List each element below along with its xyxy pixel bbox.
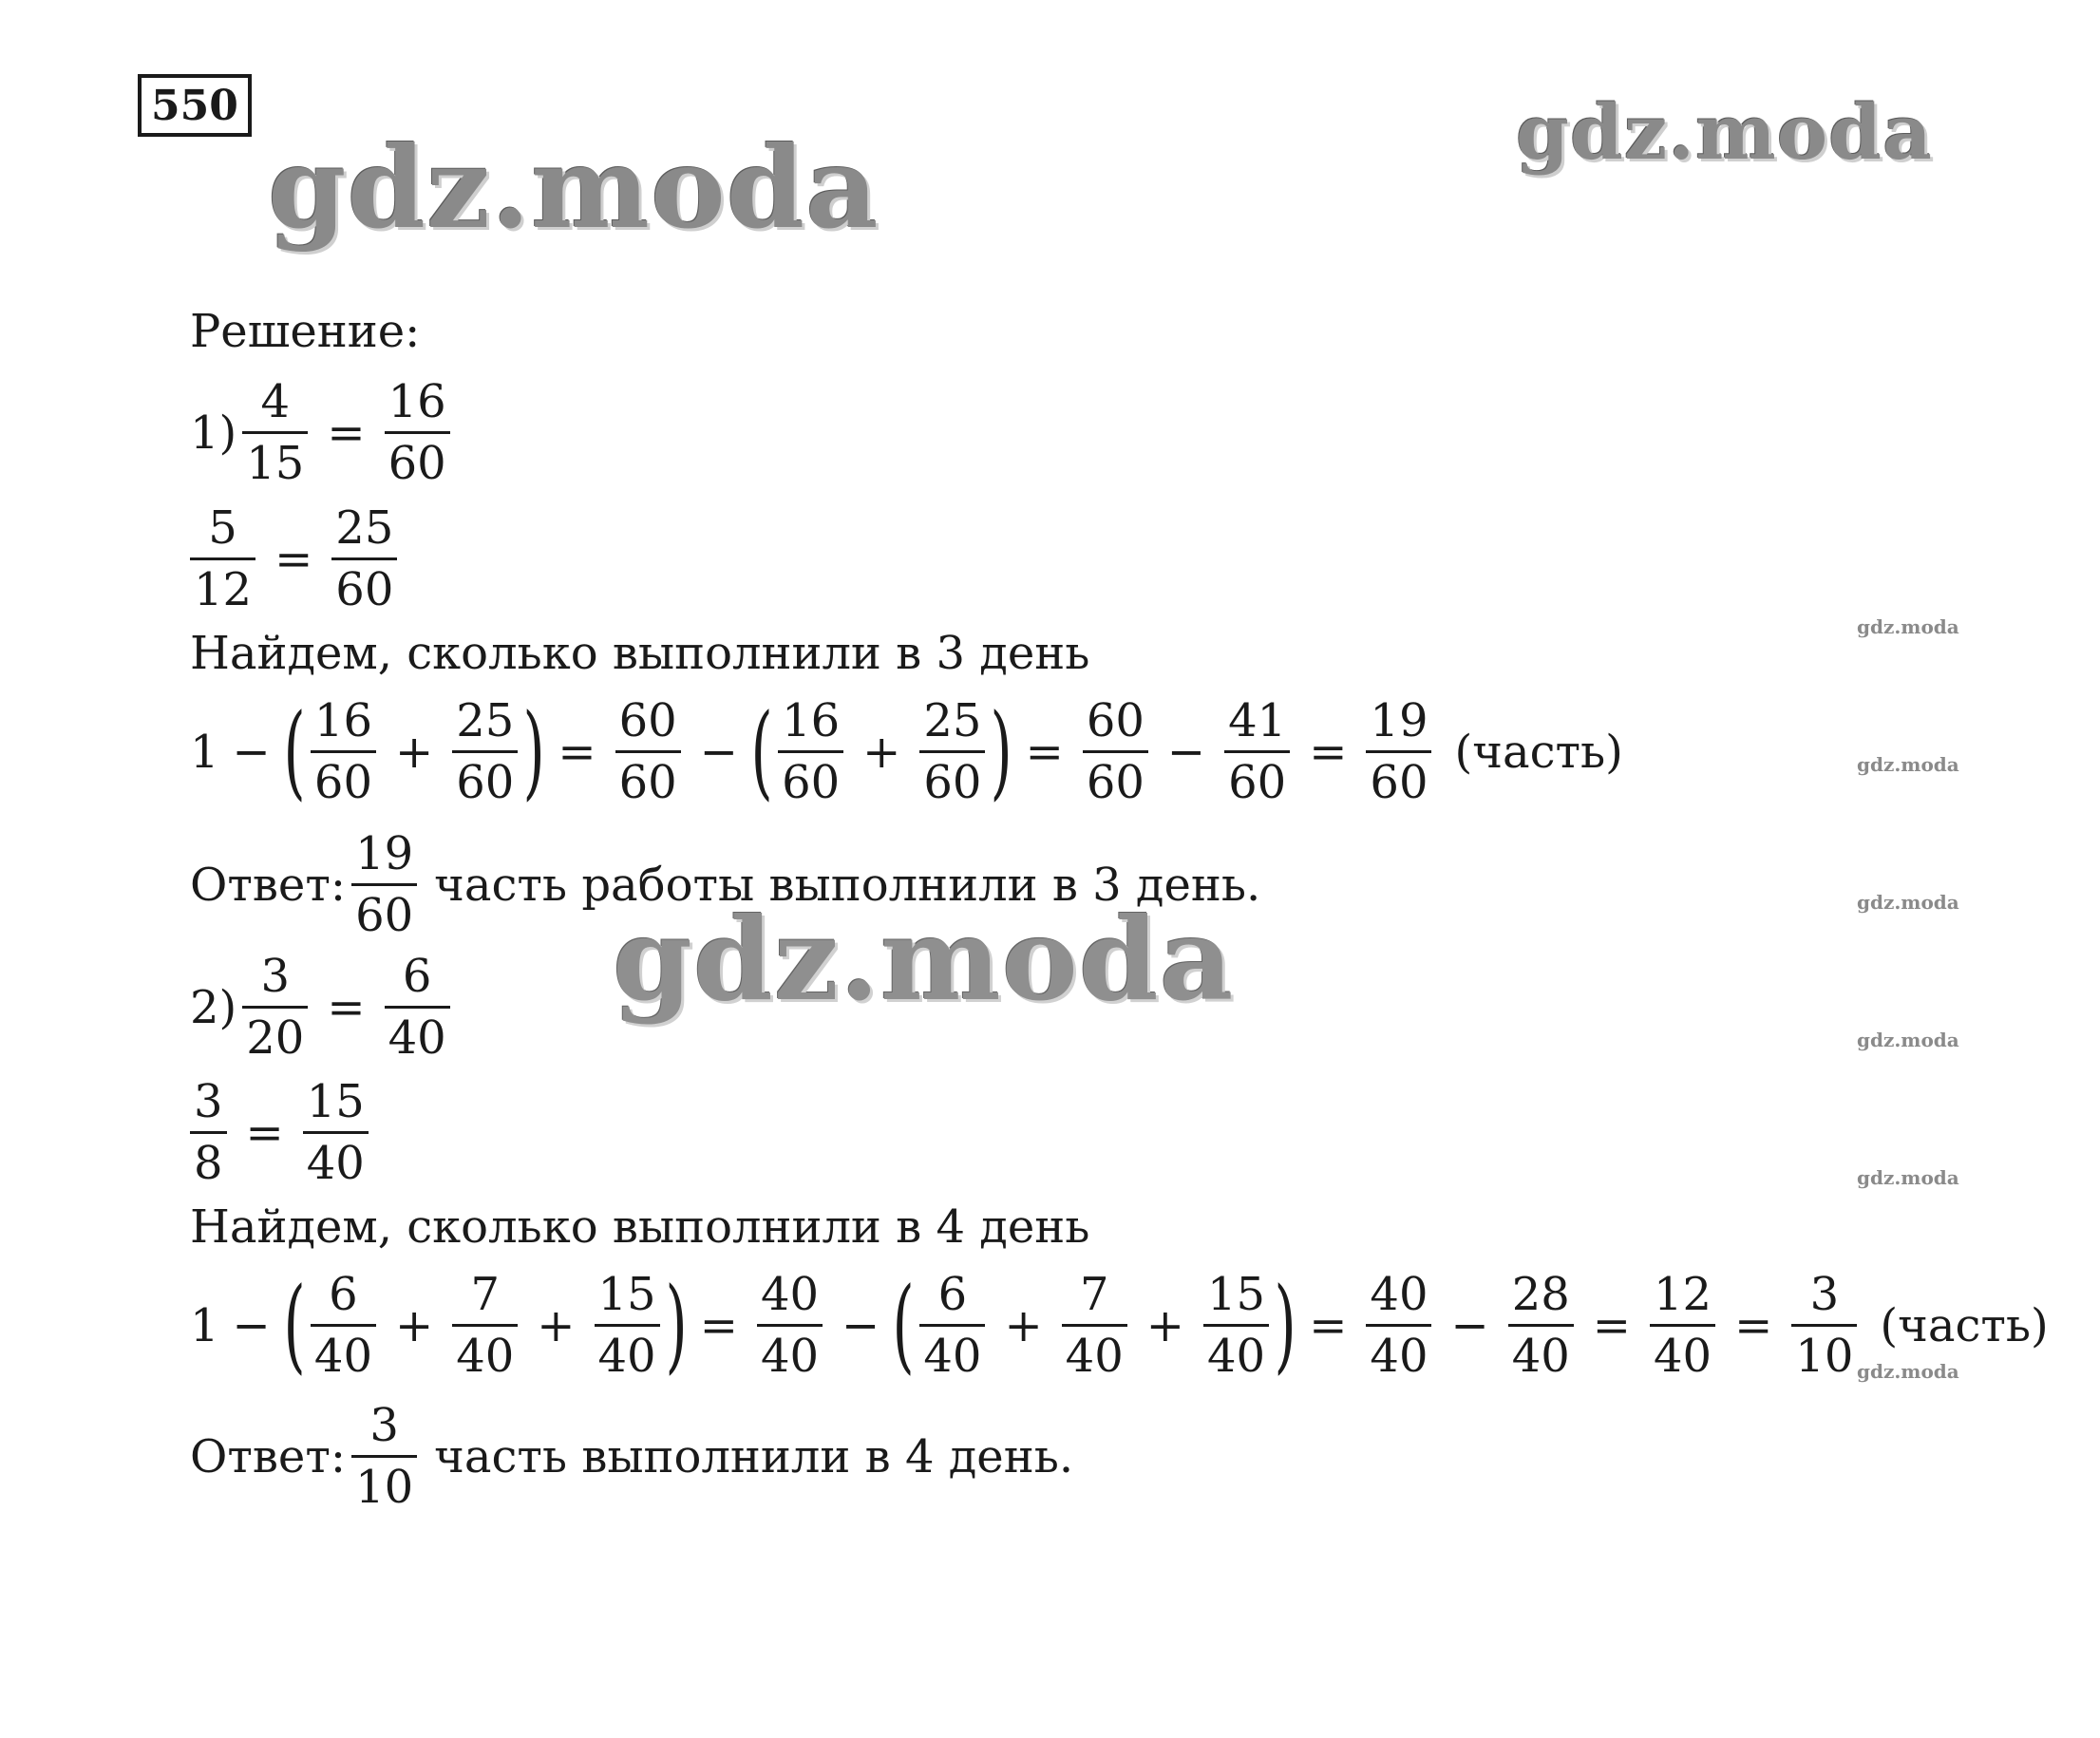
fraction: $\frac{19}{60}$ <box>351 824 417 945</box>
watermark: gdz.moda <box>268 122 880 254</box>
fraction: $\frac{3}{8}$ <box>190 1072 227 1193</box>
fraction: $\frac{6}{40}$ <box>311 1265 376 1386</box>
fraction: $\frac{60}{60}$ <box>1083 691 1148 812</box>
fraction: $\frac{60}{60}$ <box>615 691 681 812</box>
fraction: $\frac{15}{40}$ <box>595 1265 660 1386</box>
fraction: $\frac{25}{60}$ <box>452 691 518 812</box>
fraction: $\frac{15}{40}$ <box>1203 1265 1269 1386</box>
part1-find-text: Найдем, сколько выполнили в 3 день <box>190 627 1090 680</box>
fraction: $\frac{25}{60}$ <box>331 499 397 619</box>
fraction: $\frac{7}{40}$ <box>452 1265 518 1386</box>
fraction: $\frac{40}{40}$ <box>1366 1265 1431 1386</box>
watermark-small: gdz.moda <box>1857 615 1959 638</box>
fraction: $\frac{7}{40}$ <box>1062 1265 1127 1386</box>
part2-answer: Ответ: $\frac{3}{10}$ часть выполнили в 4 день. <box>190 1396 1073 1517</box>
watermark-small: gdz.moda <box>1857 1166 1959 1189</box>
task-number: 550 <box>138 74 252 137</box>
watermark-small: gdz.moda <box>1857 891 1959 914</box>
solution-label: Решение: <box>190 305 421 358</box>
fraction: $\frac{16}{60}$ <box>311 691 376 812</box>
fraction: $\frac{28}{40}$ <box>1508 1265 1574 1386</box>
fraction: $\frac{19}{60}$ <box>1366 691 1431 812</box>
part1-equation-1: 1) $\frac{4}{15}$ = $\frac{16}{60}$ <box>190 372 456 493</box>
fraction: $\frac{16}{60}$ <box>385 372 450 493</box>
fraction: $\frac{25}{60}$ <box>919 691 985 812</box>
fraction: $\frac{6}{40}$ <box>385 947 450 1067</box>
fraction: $\frac{5}{12}$ <box>190 499 255 619</box>
fraction: $\frac{4}{15}$ <box>242 372 308 493</box>
part1-equation-2: $\frac{5}{12}$ = $\frac{25}{60}$ <box>190 499 403 619</box>
part2-equation-2: $\frac{3}{8}$ = $\frac{15}{40}$ <box>190 1072 374 1193</box>
fraction: $\frac{3}{10}$ <box>351 1396 417 1517</box>
watermark: gdz.moda <box>613 893 1235 1027</box>
fraction: $\frac{6}{40}$ <box>919 1265 985 1386</box>
watermark-small: gdz.moda <box>1857 1360 1959 1383</box>
watermark: gdz.moda <box>1516 87 1933 177</box>
part2-equation-1: 2) $\frac{3}{20}$ = $\frac{6}{40}$ <box>190 947 456 1067</box>
fraction: $\frac{12}{40}$ <box>1650 1265 1715 1386</box>
part2-find-text: Найдем, сколько выполнили в 4 день <box>190 1200 1090 1254</box>
watermark-small: gdz.moda <box>1857 1029 1959 1051</box>
part1-calculation: 1 − ( $\frac{16}{60}$ + $\frac{25}{60}$ ) = $\frac{60}{60}$ − ( $\frac{16}{60}$ + $\frac{25}{60}$ ) = $\frac{60}{60}$ − $\frac{41}{60}$ = $\frac{19}{60}$ (часть) <box>190 691 1623 811</box>
fraction: $\frac{3}{20}$ <box>242 947 308 1067</box>
fraction: $\frac{16}{60}$ <box>778 691 843 812</box>
fraction: $\frac{41}{60}$ <box>1224 691 1290 812</box>
fraction: $\frac{15}{40}$ <box>303 1072 369 1193</box>
part1-answer: Ответ: $\frac{19}{60}$ часть работы выполнили в 3 день. <box>190 824 1260 945</box>
fraction: $\frac{40}{40}$ <box>757 1265 823 1386</box>
fraction: $\frac{3}{10}$ <box>1791 1265 1857 1386</box>
watermark-small: gdz.moda <box>1857 753 1959 776</box>
part2-calculation: 1 − ( $\frac{6}{40}$ + $\frac{7}{40}$ + $\frac{15}{40}$ ) = $\frac{40}{40}$ − ( $\frac{6}{40}$ + $\frac{7}{40}$ + $\frac{15}{40}$ ) = $\frac{40}{40}$ − $\frac{28}{40}$ = $\frac{12}{40}$ = $\frac{3}{10}$ (часть) <box>190 1265 2049 1385</box>
